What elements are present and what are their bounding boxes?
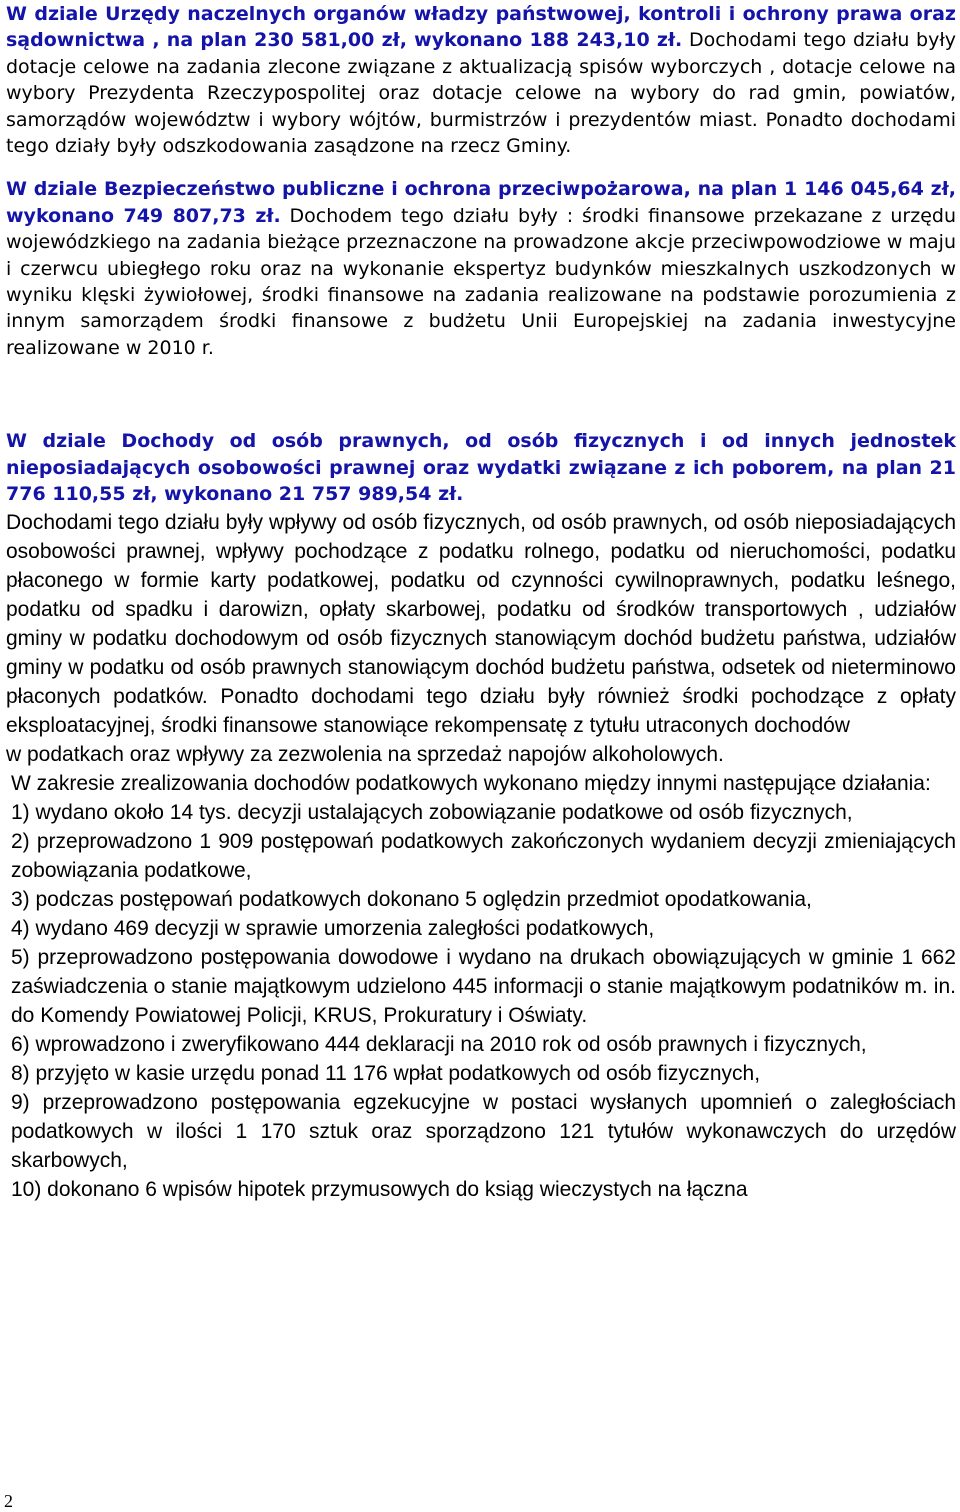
list-item: 9) przeprowadzono postępowania egzekucyjne w postaci wysłanych upomnień o zaległościach podatkowych w ilości 1 170 sztuk oraz sporządzono 121 tytułów wykonawczych do urzędów skarbowych,: [11, 1090, 956, 1172]
section-safety: [6, 176, 956, 361]
section-income-body-end: w podatkach oraz wpływy za zezwolenia na sprzedaż napojów alkoholowych.: [6, 742, 724, 766]
list-item: 1) wydano około 14 tys. decyzji ustalających zobowiązanie podatkowe od osób fizycznych,: [11, 800, 853, 824]
actions-block: [6, 769, 956, 1204]
list-item: 10) dokonano 6 wpisów hipotek przymusowych do ksiąg wieczystych na łączna: [11, 1177, 748, 1201]
actions-intro: W zakresie zrealizowania dochodów podatkowych wykonano między innymi następujące działania:: [11, 771, 931, 795]
document-page: [6, 0, 956, 1204]
section-safety-body: Dochodem tego działu były : środki finansowe przekazane z urzędu wojewódzkiego na zadania bieżące przeznaczone na prowadzone akcje przeciwpowodziowe w maju i czerwcu ubiegłego roku oraz na wykonanie ekspertyz budynków mieszkalnych uszkodzonych w wyniku klęski żywiołowej, środki finansowe na zadania realizowane na podstawie porozumienia z innym samorządem środki finansowe z budżetu Unii Europejskiej na zadania inwestycyjne realizowane w 2010 r.: [6, 204, 957, 359]
section-admin-heading: W dziale Urzędy naczelnych organów władzy państwowej, kontroli i ochrony prawa oraz sądownictwa , na plan 230 581,00 zł, wykonano 188 243,10 zł.: [6, 3, 956, 52]
section-safety-heading: W dziale Bezpieczeństwo publiczne i ochrona przeciwpożarowa, na plan 1 146 045,64 zł, wykonano 749 807,73 zł.: [6, 178, 956, 227]
list-item: 3) podczas postępowań podatkowych dokonano 5 oględzin przedmiot opodatkowania,: [11, 887, 812, 911]
section-admin-body: Dochodami tego działu były dotacje celowe na zadania zlecone związane z aktualizacją spisów wyborczych , dotacje celowe na wybory Prezydenta Rzeczypospolitej oraz dotacje celowe na wybory do rad gmin, powiatów, samorządów województw i wybory wójtów, burmistrzów i prezydentów miast. Ponadto dochodami tego działy były odszkodowania zasądzone na rzecz Gminy.: [6, 29, 956, 158]
list-item: 6) wprowadzono i zweryfikowano 444 deklaracji na 2010 rok od osób prawnych i fizycznych,: [11, 1032, 867, 1056]
section-income-heading: W dziale Dochody od osób prawnych, od osób fizycznych i od innych jednostek nieposiadających osobowości prawnej oraz wydatki związane z ich poborem, na plan 21 776 110,55 zł, wykonano 21 757 989,54 zł.: [6, 430, 956, 506]
list-item: 4) wydano 469 decyzji w sprawie umorzenia zaległości podatkowych,: [11, 916, 655, 940]
page-number: 2: [4, 1491, 13, 1511]
section-admin: [6, 1, 956, 159]
list-item: 8) przyjęto w kasie urzędu ponad 11 176 wpłat podatkowych od osób fizycznych,: [11, 1061, 761, 1085]
list-item: 5) przeprowadzono postępowania dowodowe i wydano na drukach obowiązujących w gminie 1 662 zaświadczenia o stanie majątkowym udzielono 445 informacji o stanie majątkowym podatników m. in. do Komendy Powiatowej Policji, KRUS, Prokuratury i Oświaty.: [11, 945, 956, 1027]
section-income-body: Dochodami tego działu były wpływy od osób fizycznych, od osób prawnych, od osób nieposiadających osobowości prawnej, wpływy pochodzące z podatku rolnego, podatku od nieruchomości, podatku płaconego w formie karty podatkowej, podatku od czynności cywilnoprawnych, podatku leśnego, podatku od spadku i darowizn, opłaty skarbowej, podatku od środków transportowych , udziałów gminy w podatku dochodowym od osób fizycznych stanowiącym dochód budżetu państwa, udziałów gminy w podatku od osób prawnych stanowiącym dochód budżetu państwa, odsetek od nieterminowo płaconych podatków. Ponadto dochodami tego działu były również środki pochodzące z opłaty eksploatacyjnej, środki finansowe stanowiące rekompensatę z tytułu utraconych dochodów: [6, 510, 956, 737]
list-item: 2) przeprowadzono 1 909 postępowań podatkowych zakończonych wydaniem decyzji zmieniających zobowiązania podatkowe,: [11, 829, 956, 882]
